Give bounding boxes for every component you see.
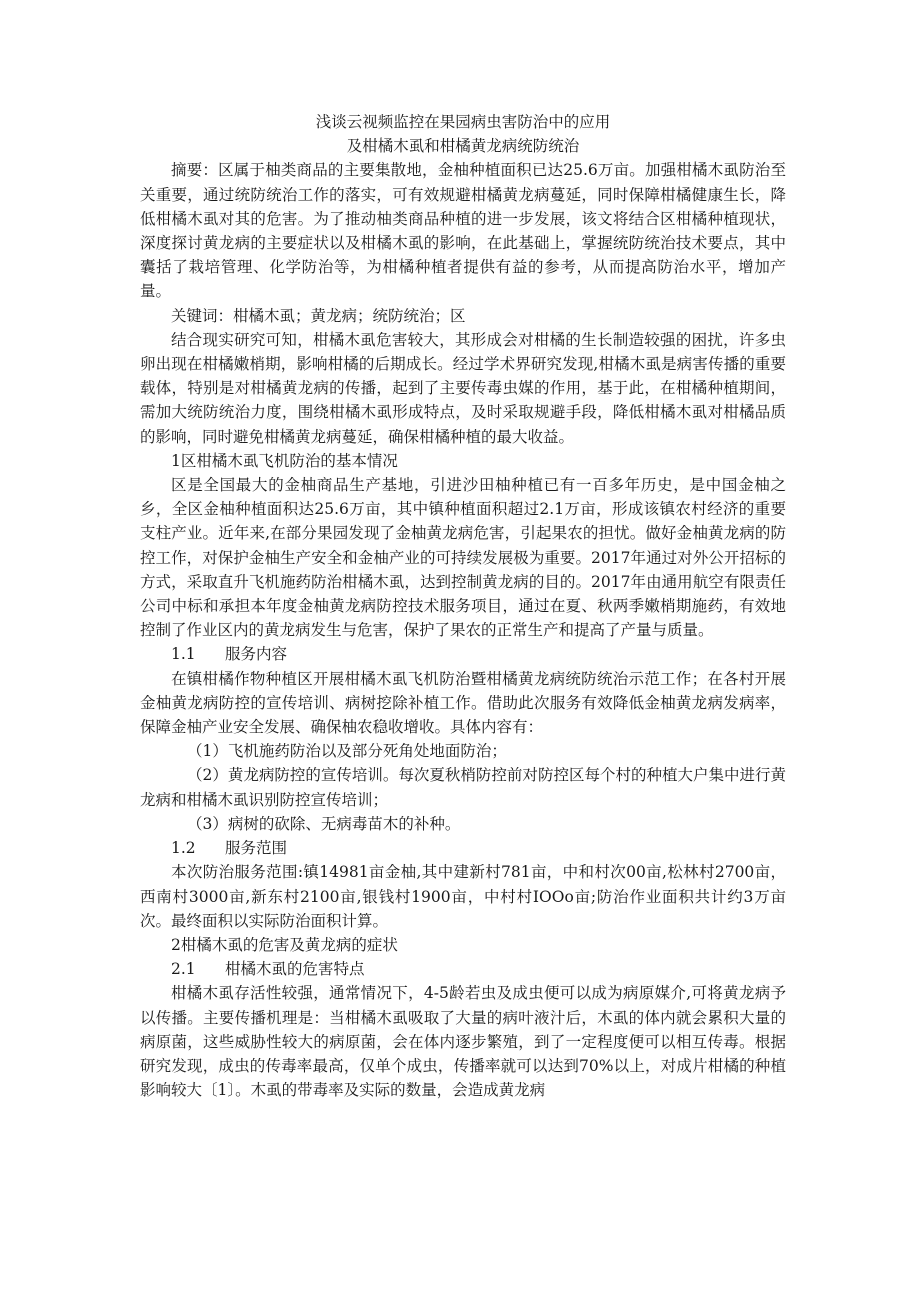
section-1-body: 区是全国最大的金柚商品生产基地，引进沙田柚种植已有一百多年历史，是中国金柚之乡，全区金柚种植面积达25.6万亩，其中镇种植面积超过2.1万亩，形成该镇农村经济的重要支柱产业。近年来,在部分果园发现了金柚黄龙病危害，引起果农的担忧。做好金柚黄龙病的防控工作，对保护金柚生产安全和金柚产业的可持续发展极为重要。2017年通过对外公开招标的方式，采取直升飞机施药防治柑橘木虱，达到控制黄龙病的目的。2017年由通用航空有限责任公司中标和承担本年度金柚黄龙病防控技术服务项目，通过在夏、秋两季嫩梢期施药，有效地控制了作业区内的黄龙病发生与危害，保护了果农的正常生产和提高了产量与质量。 <box>140 476 786 640</box>
subsection-2-1-body: 柑橘木虱存活性较强，通常情况下，4-5龄若虫及成虫便可以成为病原媒介,可将黄龙病予以传播。主要传播机理是：当柑橘木虱吸取了大量的病叶液汁后，木虱的体内就会累积大量的病原菌，这些威胁性较大的病原菌，会在体内逐步繁殖，到了一定程度便可以相互传毒。根据研究发现，成虫的传毒率最高，仅单个成虫，传播率就可以达到70%以上，对成片柑橘的种植影响较大〔1〕。木虱的带毒率及实际的数量，会造成黄龙病 <box>140 984 786 1100</box>
abstract: 摘要：区属于柚类商品的主要集散地，金柚种植面积已达25.6万亩。加强柑橘木虱防治至关重要，通过统防统治工作的落实，可有效规避柑橘黄龙病蔓延，同时保障柑橘健康生长，降低柑橘木虱对其的危害。为了推动柚类商品种植的进一步发展，该文将结合区柑橘种植现状，深度探讨黄龙病的主要症状以及柑橘木虱的影响，在此基础上，掌握统防统治技术要点，其中囊括了栽培管理、化学防治等，为柑橘种植者提供有益的参考，从而提高防治水平，增加产量。 <box>140 161 786 301</box>
section-1-heading: 1区柑橘木虱飞机防治的基本情况 <box>171 451 398 470</box>
subsection-1-2-heading <box>140 836 786 860</box>
list-item: （3）病树的砍除、无病毒苗木的补种。 <box>187 814 461 833</box>
subsection-2-1-heading <box>140 957 786 981</box>
subsection-title: 柑橘木虱的危害特点 <box>225 960 365 979</box>
list-item: （2）黄龙病防控的宣传培训。每次夏秋梢防控前对防控区每个村的种植大户集中进行黄龙病和柑橘木虱识别防控宣传培训； <box>140 766 786 809</box>
intro-paragraph: 结合现实研究可知，柑橘木虱危害较大，其形成会对柑橘的生长制造较强的困扰，许多虫卵出现在柑橘嫩梢期，影响柑橘的后期成长。经过学术界研究发现,柑橘木虱是病害传播的重要载体，特别是对柑橘黄龙病的传播，起到了主要传毒虫媒的作用，基于此，在柑橘种植期间，需加大统防统治力度，围绕柑橘木虱形成特点，及时采取规避手段，降低柑橘木虱对柑橘品质的影响，同时避免柑橘黄龙病蔓延，确保柑橘种植的最大收益。 <box>140 330 786 446</box>
keywords: 关键词：柑橘木虱；黄龙病；统防统治；区 <box>171 306 466 325</box>
section-2-heading: 2柑橘木虱的危害及黄龙病的症状 <box>171 935 398 954</box>
subsection-number: 1.2 <box>171 839 196 858</box>
list-item: （1）飞机施药防治以及部分死角处地面防治； <box>187 742 507 761</box>
subsection-number: 2.1 <box>171 960 196 979</box>
title-line-1: 浅谈云视频监控在果园病虫害防治中的应用 <box>315 113 611 131</box>
subsection-number: 1.1 <box>171 645 196 664</box>
subsection-title: 服务内容 <box>225 645 288 664</box>
subsection-1-2-body: 本次防治服务范围:镇14981亩金柚,其中建新村781亩，中和村次00亩,松林村2700亩，西南村3000亩,新东村2100亩,银钱村1900亩，中村村IOOo亩;防治作业面积共计约3万亩次。最终面积以实际防治面积计算。 <box>140 863 786 930</box>
subsection-1-1-heading <box>140 642 786 666</box>
document-page <box>140 110 786 1102</box>
subsection-1-1-body: 在镇柑橘作物种植区开展柑橘木虱飞机防治暨柑橘黄龙病统防统治示范工作；在各村开展金柚黄龙病防控的宣传培训、病树挖除补植工作。借助此次服务有效降低金柚黄龙病发病率，保障金柚产业安全发展、确保柚农稳收增收。具体内容有： <box>140 669 786 737</box>
title-line-2: 及柑橘木虱和柑橘黄龙病统防统治 <box>346 137 580 156</box>
subsection-title: 服务范围 <box>225 839 288 858</box>
